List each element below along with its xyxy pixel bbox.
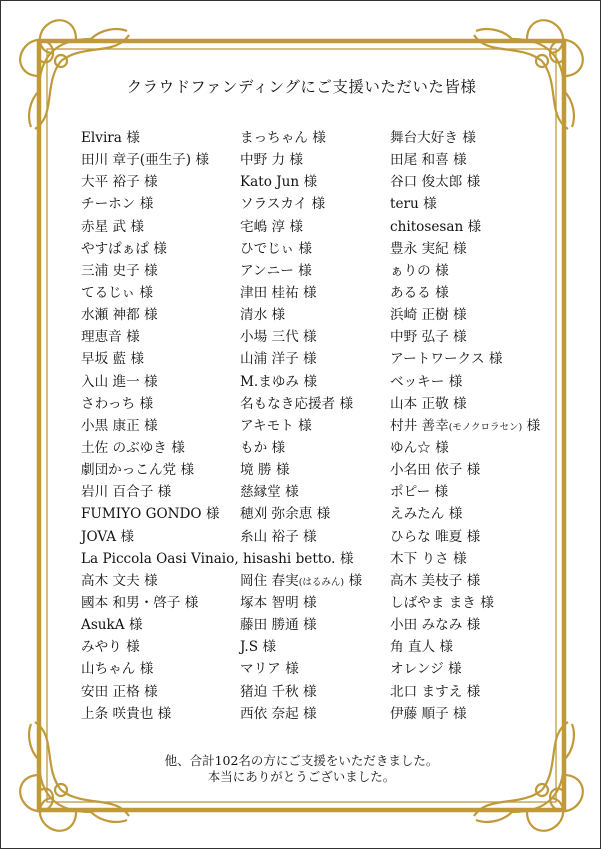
supporter-name: 清水 様 (240, 307, 286, 324)
page-title: クラウドファンディングにご支援いただいた皆様 (126, 78, 477, 96)
supporter-name: 藤田 勝通 様 (240, 617, 317, 634)
footer-message (1, 753, 601, 785)
supporter-name: 山ちゃん 様 (81, 661, 154, 678)
supporter-name: JOVA 様 (81, 528, 134, 545)
supporter-name: 小場 三代 様 (240, 329, 317, 346)
honorific-suffix: 様 (344, 572, 363, 589)
supporter-name: 名もなき応援者 様 (240, 395, 354, 412)
supporter-name: 高木 文夫 様 (81, 572, 158, 589)
supporter-name: まっちゃん 様 (240, 130, 326, 146)
supporter-name: チーホン 様 (81, 196, 154, 213)
supporter-name: 塚本 智明 様 (240, 594, 317, 611)
supporter-name: 中野 弘子 様 (390, 329, 467, 346)
supporter-name: teru 様 (390, 196, 437, 213)
supporter-name: 理恵音 様 (81, 329, 140, 346)
supporter-name: chitosesan 様 (390, 218, 482, 235)
supporter-name: 木下 りさ 様 (390, 550, 467, 567)
supporter-name-long: La Piccola Oasi Vinaio, hisashi betto. 様 (81, 551, 354, 567)
supporter-name: 西依 奈起 様 (240, 705, 317, 722)
supporter-name: 猪迫 千秋 様 (240, 683, 317, 700)
supporter-name: もか 様 (240, 439, 286, 456)
supporter-name: 山本 正敬 様 (390, 395, 467, 412)
supporter-name: ゆん☆ 様 (390, 439, 449, 456)
supporter-name: やすぱぁぱ 様 (81, 240, 167, 257)
footer-line-1: 他、合計102名の方にご支援をいただきました。 (164, 753, 439, 768)
supporter-name: 小名田 依子 様 (390, 462, 481, 479)
supporter-name: 浜崎 正樹 様 (390, 307, 467, 324)
supporter-name: えみたん 様 (390, 506, 463, 523)
supporter-name: 糸山 裕子 様 (240, 528, 317, 545)
supporter-name: 舞台大好き 様 (390, 130, 476, 146)
supporter-name: さわっち 様 (81, 395, 154, 412)
supporter-name: FUMIYO GONDO 様 (81, 506, 220, 523)
supporter-name: 岩川 百合子 様 (81, 484, 172, 501)
supporter-name: 安田 正格 様 (81, 683, 158, 700)
supporter-name: Kato Jun 様 (240, 174, 318, 191)
supporter-name: 津田 桂祐 様 (240, 284, 317, 301)
supporter-column-1 (81, 127, 219, 725)
supporter-name: 伊藤 順子 様 (390, 705, 467, 722)
supporter-name: 角 直人 様 (390, 639, 454, 656)
supporter-name: 山浦 洋子 様 (240, 351, 317, 368)
supporter-name: 赤星 武 様 (81, 218, 145, 235)
supporter-name: Elvira 様 (81, 130, 140, 146)
supporter-name: アキモト 様 (240, 417, 312, 434)
supporter-name: 北口 ますえ 様 (390, 683, 481, 700)
supporter-name: てるじぃ 様 (81, 284, 154, 301)
name-annotation: (モノクロラセン) (448, 421, 523, 433)
supporter-name: AsukA 様 (81, 617, 143, 634)
supporter-name: 高木 美枝子 様 (390, 572, 481, 589)
supporter-name: 上条 咲貴也 様 (81, 705, 172, 722)
supporter-name: J.S 様 (240, 639, 276, 656)
supporter-name: ひでじぃ 様 (240, 240, 313, 257)
supporter-name: 小黒 康正 様 (81, 417, 158, 434)
supporter-name: 早坂 藍 様 (81, 351, 145, 368)
supporter-column-2 (240, 127, 362, 725)
supporter-name: 境 勝 様 (240, 462, 290, 479)
supporter-name: ソラスカイ 様 (240, 196, 326, 213)
supporter-name: 豊永 実紀 様 (390, 240, 467, 257)
name-annotation: (はるみん) (298, 576, 345, 588)
supporter-name: しばやま まき 様 (390, 594, 494, 611)
supporter-name: 劇団かっこん党 様 (81, 462, 195, 479)
supporter-column-3 (390, 127, 540, 725)
supporter-name: ポピー 様 (390, 484, 449, 501)
supporter-name: ベッキー 様 (390, 373, 463, 390)
footer-line-2: 本当にありがとうございました。 (207, 769, 396, 784)
supporter-name: アンニー 様 (240, 262, 312, 279)
supporter-name: ぁりの 様 (390, 262, 449, 279)
supporter-name: あるる 様 (390, 284, 449, 301)
supporter-name: 國本 和男・啓子 様 (81, 594, 199, 611)
supporter-name: 田尾 和喜 様 (390, 152, 467, 169)
supporter-name: オレンジ 様 (390, 661, 462, 678)
supporter-name: 村井 善幸(モノクロラセン) 様 (390, 417, 541, 434)
supporter-name: 入山 進一 様 (81, 373, 158, 390)
supporter-name: 慈縁堂 様 (240, 484, 299, 501)
supporter-name: みやり 様 (81, 639, 140, 656)
supporter-name: 土佐 のぶゆき 様 (81, 439, 185, 456)
supporter-name: 中野 力 様 (240, 152, 304, 169)
supporter-name: アートワークス 様 (390, 351, 503, 368)
supporter-name: マリア 様 (240, 661, 299, 678)
supporter-name: 小田 みなみ 様 (390, 617, 481, 634)
supporter-name: 大平 裕子 様 (81, 174, 158, 191)
honorific-suffix: 様 (522, 417, 541, 434)
supporter-name: 水瀬 神都 様 (81, 307, 158, 324)
supporter-name: M.まゆみ 様 (240, 373, 317, 390)
supporter-name: ひらな 唯夏 様 (390, 528, 481, 545)
supporter-name: 谷口 俊太郎 様 (390, 174, 481, 191)
supporter-name: 田川 章子(亜生子) 様 (81, 152, 209, 169)
supporter-name: 穂刈 弥余恵 様 (240, 506, 331, 523)
supporter-name: 三浦 史子 様 (81, 262, 158, 279)
supporter-name: 宅嶋 淳 様 (240, 218, 304, 235)
supporter-name: 岡住 春実(はるみん) 様 (240, 572, 363, 589)
